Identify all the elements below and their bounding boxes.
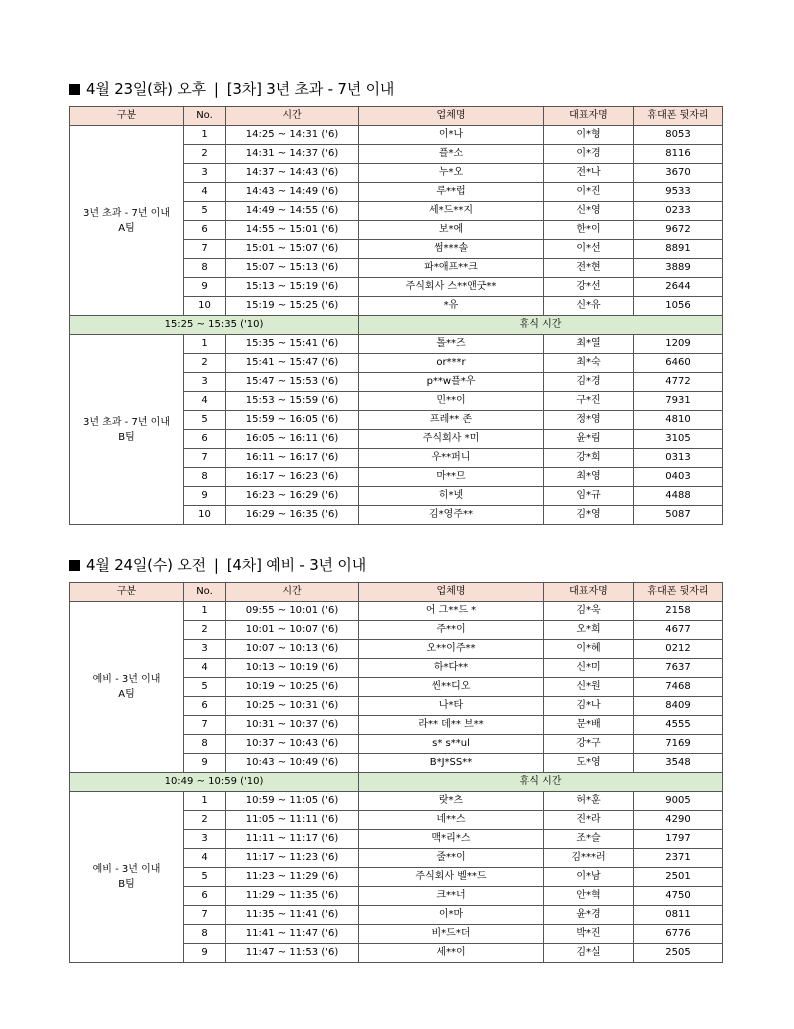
schedule-table bbox=[69, 582, 723, 963]
row-number: 5 bbox=[184, 411, 226, 430]
phone-last-digits: 9005 bbox=[634, 792, 723, 811]
company-name: B*J*SS** bbox=[359, 754, 544, 773]
time-slot: 14:37 ~ 14:43 ('6) bbox=[226, 164, 359, 183]
phone-last-digits: 0811 bbox=[634, 906, 723, 925]
company-name: 이*마 bbox=[359, 906, 544, 925]
phone-last-digits: 2158 bbox=[634, 602, 723, 621]
time-slot: 15:53 ~ 15:59 ('6) bbox=[226, 392, 359, 411]
time-slot: 11:47 ~ 11:53 ('6) bbox=[226, 944, 359, 963]
phone-last-digits: 0233 bbox=[634, 202, 723, 221]
representative-name: 강*희 bbox=[544, 449, 634, 468]
row-number: 7 bbox=[184, 906, 226, 925]
representative-name: 신*미 bbox=[544, 659, 634, 678]
team-label bbox=[70, 126, 184, 316]
phone-last-digits: 8053 bbox=[634, 126, 723, 145]
phone-last-digits: 1056 bbox=[634, 297, 723, 316]
company-name: 하*다** bbox=[359, 659, 544, 678]
row-number: 6 bbox=[184, 887, 226, 906]
section-session: [4차] 예비 - 3년 이내 bbox=[226, 556, 366, 574]
row-number: 8 bbox=[184, 259, 226, 278]
representative-name: 도*영 bbox=[544, 754, 634, 773]
break-label: 휴식 시간 bbox=[359, 316, 723, 335]
row-number: 6 bbox=[184, 697, 226, 716]
time-slot: 11:05 ~ 11:11 ('6) bbox=[226, 811, 359, 830]
company-name: 줄**이 bbox=[359, 849, 544, 868]
company-name: 세*드**지 bbox=[359, 202, 544, 221]
phone-last-digits: 1209 bbox=[634, 335, 723, 354]
representative-name: 신*영 bbox=[544, 202, 634, 221]
row-number: 6 bbox=[184, 430, 226, 449]
representative-name: 김*욱 bbox=[544, 602, 634, 621]
row-number: 7 bbox=[184, 240, 226, 259]
company-name: 보*에 bbox=[359, 221, 544, 240]
row-number: 1 bbox=[184, 126, 226, 145]
phone-last-digits: 8409 bbox=[634, 697, 723, 716]
phone-last-digits: 4750 bbox=[634, 887, 723, 906]
phone-last-digits: 9533 bbox=[634, 183, 723, 202]
header-representative: 대표자명 bbox=[544, 107, 634, 126]
representative-name: 이*진 bbox=[544, 183, 634, 202]
break-time: 15:25 ~ 15:35 ('10) bbox=[70, 316, 359, 335]
phone-last-digits: 4810 bbox=[634, 411, 723, 430]
break-time: 10:49 ~ 10:59 ('10) bbox=[70, 773, 359, 792]
company-name: *유 bbox=[359, 297, 544, 316]
company-name: 파*애프**크 bbox=[359, 259, 544, 278]
representative-name: 박*진 bbox=[544, 925, 634, 944]
company-name: 주식회사 스**앤굿** bbox=[359, 278, 544, 297]
company-name: 마**므 bbox=[359, 468, 544, 487]
representative-name: 안*혁 bbox=[544, 887, 634, 906]
time-slot: 15:13 ~ 15:19 ('6) bbox=[226, 278, 359, 297]
representative-name: 신*원 bbox=[544, 678, 634, 697]
team-label bbox=[70, 335, 184, 525]
representative-name: 이*경 bbox=[544, 145, 634, 164]
row-number: 5 bbox=[184, 868, 226, 887]
representative-name: 최*열 bbox=[544, 335, 634, 354]
company-name: 맥*리*스 bbox=[359, 830, 544, 849]
time-slot: 10:37 ~ 10:43 ('6) bbox=[226, 735, 359, 754]
representative-name: 김*영 bbox=[544, 506, 634, 525]
phone-last-digits: 3889 bbox=[634, 259, 723, 278]
row-number: 1 bbox=[184, 792, 226, 811]
break-row bbox=[70, 773, 723, 792]
row-number: 1 bbox=[184, 602, 226, 621]
representative-name: 강*구 bbox=[544, 735, 634, 754]
header-category: 구분 bbox=[70, 107, 184, 126]
square-bullet-icon bbox=[69, 84, 80, 95]
header-representative: 대표자명 bbox=[544, 583, 634, 602]
time-slot: 15:19 ~ 15:25 ('6) bbox=[226, 297, 359, 316]
representative-name: 윤*경 bbox=[544, 906, 634, 925]
company-name: 랏*츠 bbox=[359, 792, 544, 811]
schedule-section-2 bbox=[69, 554, 722, 963]
phone-last-digits: 9672 bbox=[634, 221, 723, 240]
representative-name: 이*형 bbox=[544, 126, 634, 145]
time-slot: 15:59 ~ 16:05 ('6) bbox=[226, 411, 359, 430]
phone-last-digits: 1797 bbox=[634, 830, 723, 849]
phone-last-digits: 6776 bbox=[634, 925, 723, 944]
representative-name: 문*배 bbox=[544, 716, 634, 735]
team-label-line: A팀 bbox=[118, 222, 135, 234]
phone-last-digits: 4555 bbox=[634, 716, 723, 735]
time-slot: 11:11 ~ 11:17 ('6) bbox=[226, 830, 359, 849]
row-number: 5 bbox=[184, 678, 226, 697]
row-number: 4 bbox=[184, 392, 226, 411]
table-row bbox=[70, 792, 723, 811]
header-time: 시간 bbox=[226, 107, 359, 126]
time-slot: 10:19 ~ 10:25 ('6) bbox=[226, 678, 359, 697]
row-number: 6 bbox=[184, 221, 226, 240]
team-label-line: 3년 초과 - 7년 이내 bbox=[82, 207, 170, 219]
row-number: 5 bbox=[184, 202, 226, 221]
time-slot: 14:43 ~ 14:49 ('6) bbox=[226, 183, 359, 202]
representative-name: 오*희 bbox=[544, 621, 634, 640]
time-slot: 10:13 ~ 10:19 ('6) bbox=[226, 659, 359, 678]
time-slot: 10:59 ~ 11:05 ('6) bbox=[226, 792, 359, 811]
row-number: 9 bbox=[184, 487, 226, 506]
phone-last-digits: 5087 bbox=[634, 506, 723, 525]
representative-name: 전*나 bbox=[544, 164, 634, 183]
phone-last-digits: 6460 bbox=[634, 354, 723, 373]
header-no: No. bbox=[184, 583, 226, 602]
representative-name: 신*유 bbox=[544, 297, 634, 316]
representative-name: 정*영 bbox=[544, 411, 634, 430]
representative-name: 구*진 bbox=[544, 392, 634, 411]
company-name: 민**이 bbox=[359, 392, 544, 411]
schedule-table bbox=[69, 106, 723, 525]
phone-last-digits: 7637 bbox=[634, 659, 723, 678]
header-time: 시간 bbox=[226, 583, 359, 602]
phone-last-digits: 4488 bbox=[634, 487, 723, 506]
team-label-line: 예비 - 3년 이내 bbox=[92, 864, 161, 875]
company-name: 이*나 bbox=[359, 126, 544, 145]
representative-name: 진*라 bbox=[544, 811, 634, 830]
header-company: 업체명 bbox=[359, 107, 544, 126]
phone-last-digits: 3670 bbox=[634, 164, 723, 183]
phone-last-digits: 2501 bbox=[634, 868, 723, 887]
company-name: 라** 데** 브** bbox=[359, 716, 544, 735]
company-name: 어 그**드 * bbox=[359, 602, 544, 621]
row-number: 7 bbox=[184, 449, 226, 468]
time-slot: 14:25 ~ 14:31 ('6) bbox=[226, 126, 359, 145]
company-name: 주**이 bbox=[359, 621, 544, 640]
phone-last-digits: 2505 bbox=[634, 944, 723, 963]
time-slot: 10:01 ~ 10:07 ('6) bbox=[226, 621, 359, 640]
header-company: 업체명 bbox=[359, 583, 544, 602]
team-label-line: 3년 초과 - 7년 이내 bbox=[82, 416, 170, 428]
row-number: 10 bbox=[184, 506, 226, 525]
phone-last-digits: 7468 bbox=[634, 678, 723, 697]
phone-last-digits: 3105 bbox=[634, 430, 723, 449]
section-heading bbox=[69, 554, 722, 576]
phone-last-digits: 2371 bbox=[634, 849, 723, 868]
break-label: 휴식 시간 bbox=[359, 773, 723, 792]
row-number: 9 bbox=[184, 944, 226, 963]
phone-last-digits: 0313 bbox=[634, 449, 723, 468]
row-number: 2 bbox=[184, 811, 226, 830]
company-name: 루**럽 bbox=[359, 183, 544, 202]
representative-name: 윤*림 bbox=[544, 430, 634, 449]
heading-separator: | bbox=[213, 556, 219, 574]
representative-name: 김*경 bbox=[544, 373, 634, 392]
company-name: 나*타 bbox=[359, 697, 544, 716]
table-row bbox=[70, 126, 723, 145]
company-name: s* s**ul bbox=[359, 735, 544, 754]
time-slot: 16:11 ~ 16:17 ('6) bbox=[226, 449, 359, 468]
phone-last-digits: 8116 bbox=[634, 145, 723, 164]
company-name: 세**이 bbox=[359, 944, 544, 963]
row-number: 4 bbox=[184, 659, 226, 678]
company-name: 우**퍼니 bbox=[359, 449, 544, 468]
company-name: p**w플*우 bbox=[359, 373, 544, 392]
time-slot: 10:43 ~ 10:49 ('6) bbox=[226, 754, 359, 773]
company-name: 씬**디오 bbox=[359, 678, 544, 697]
representative-name: 최*영 bbox=[544, 468, 634, 487]
company-name: 비*드*더 bbox=[359, 925, 544, 944]
heading-separator: | bbox=[213, 80, 219, 98]
representative-name: 전*현 bbox=[544, 259, 634, 278]
team-label-line: 예비 - 3년 이내 bbox=[92, 674, 161, 685]
row-number: 4 bbox=[184, 183, 226, 202]
row-number: 3 bbox=[184, 830, 226, 849]
section-date: 4월 24일(수) 오전 bbox=[86, 556, 206, 574]
table-row bbox=[70, 335, 723, 354]
time-slot: 15:47 ~ 15:53 ('6) bbox=[226, 373, 359, 392]
row-number: 9 bbox=[184, 278, 226, 297]
row-number: 2 bbox=[184, 145, 226, 164]
company-name: 크**너 bbox=[359, 887, 544, 906]
time-slot: 10:31 ~ 10:37 ('6) bbox=[226, 716, 359, 735]
company-name: 오**이주** bbox=[359, 640, 544, 659]
row-number: 2 bbox=[184, 354, 226, 373]
phone-last-digits: 8891 bbox=[634, 240, 723, 259]
representative-name: 임*규 bbox=[544, 487, 634, 506]
time-slot: 10:07 ~ 10:13 ('6) bbox=[226, 640, 359, 659]
section-session: [3차] 3년 초과 - 7년 이내 bbox=[226, 80, 395, 98]
time-slot: 14:55 ~ 15:01 ('6) bbox=[226, 221, 359, 240]
time-slot: 16:17 ~ 16:23 ('6) bbox=[226, 468, 359, 487]
phone-last-digits: 4677 bbox=[634, 621, 723, 640]
time-slot: 11:41 ~ 11:47 ('6) bbox=[226, 925, 359, 944]
representative-name: 이*남 bbox=[544, 868, 634, 887]
row-number: 4 bbox=[184, 849, 226, 868]
team-label-line: B팀 bbox=[118, 431, 135, 443]
representative-name: 이*혜 bbox=[544, 640, 634, 659]
header-no: No. bbox=[184, 107, 226, 126]
representative-name: 김*실 bbox=[544, 944, 634, 963]
time-slot: 16:05 ~ 16:11 ('6) bbox=[226, 430, 359, 449]
row-number: 8 bbox=[184, 468, 226, 487]
team-label-line: B팀 bbox=[118, 879, 135, 890]
time-slot: 15:07 ~ 15:13 ('6) bbox=[226, 259, 359, 278]
table-row bbox=[70, 602, 723, 621]
square-bullet-icon bbox=[69, 560, 80, 571]
company-name: 썸***솔 bbox=[359, 240, 544, 259]
time-slot: 16:29 ~ 16:35 ('6) bbox=[226, 506, 359, 525]
phone-last-digits: 3548 bbox=[634, 754, 723, 773]
representative-name: 허*훈 bbox=[544, 792, 634, 811]
representative-name: 이*선 bbox=[544, 240, 634, 259]
company-name: 히*넷 bbox=[359, 487, 544, 506]
header-phone: 휴대폰 뒷자리 bbox=[634, 583, 723, 602]
section-heading bbox=[69, 78, 722, 100]
row-number: 1 bbox=[184, 335, 226, 354]
company-name: or***r bbox=[359, 354, 544, 373]
section-date: 4월 23일(화) 오후 bbox=[86, 80, 206, 98]
representative-name: 김*나 bbox=[544, 697, 634, 716]
time-slot: 15:35 ~ 15:41 ('6) bbox=[226, 335, 359, 354]
row-number: 3 bbox=[184, 640, 226, 659]
company-name: 주식회사 벨**드 bbox=[359, 868, 544, 887]
row-number: 7 bbox=[184, 716, 226, 735]
phone-last-digits: 2644 bbox=[634, 278, 723, 297]
row-number: 9 bbox=[184, 754, 226, 773]
time-slot: 09:55 ~ 10:01 ('6) bbox=[226, 602, 359, 621]
row-number: 3 bbox=[184, 373, 226, 392]
time-slot: 11:23 ~ 11:29 ('6) bbox=[226, 868, 359, 887]
time-slot: 11:29 ~ 11:35 ('6) bbox=[226, 887, 359, 906]
company-name: 주식회사 *미 bbox=[359, 430, 544, 449]
phone-last-digits: 0403 bbox=[634, 468, 723, 487]
header-category: 구분 bbox=[70, 583, 184, 602]
representative-name: 한*이 bbox=[544, 221, 634, 240]
schedule-section-1 bbox=[69, 78, 722, 525]
row-number: 2 bbox=[184, 621, 226, 640]
phone-last-digits: 4290 bbox=[634, 811, 723, 830]
time-slot: 16:23 ~ 16:29 ('6) bbox=[226, 487, 359, 506]
company-name: 누*오 bbox=[359, 164, 544, 183]
representative-name: 최*숙 bbox=[544, 354, 634, 373]
time-slot: 11:35 ~ 11:41 ('6) bbox=[226, 906, 359, 925]
phone-last-digits: 7169 bbox=[634, 735, 723, 754]
representative-name: 강*선 bbox=[544, 278, 634, 297]
break-row bbox=[70, 316, 723, 335]
row-number: 3 bbox=[184, 164, 226, 183]
team-label bbox=[70, 792, 184, 963]
representative-name: 조*슬 bbox=[544, 830, 634, 849]
company-name: 김*영주** bbox=[359, 506, 544, 525]
company-name: 플*소 bbox=[359, 145, 544, 164]
header-phone: 휴대폰 뒷자리 bbox=[634, 107, 723, 126]
phone-last-digits: 0212 bbox=[634, 640, 723, 659]
representative-name: 김***러 bbox=[544, 849, 634, 868]
phone-last-digits: 4772 bbox=[634, 373, 723, 392]
company-name: 톨**즈 bbox=[359, 335, 544, 354]
time-slot: 15:41 ~ 15:47 ('6) bbox=[226, 354, 359, 373]
time-slot: 14:49 ~ 14:55 ('6) bbox=[226, 202, 359, 221]
phone-last-digits: 7931 bbox=[634, 392, 723, 411]
time-slot: 15:01 ~ 15:07 ('6) bbox=[226, 240, 359, 259]
time-slot: 10:25 ~ 10:31 ('6) bbox=[226, 697, 359, 716]
header-row bbox=[70, 583, 723, 602]
team-label-line: A팀 bbox=[118, 689, 135, 700]
time-slot: 11:17 ~ 11:23 ('6) bbox=[226, 849, 359, 868]
company-name: 네**스 bbox=[359, 811, 544, 830]
header-row bbox=[70, 107, 723, 126]
team-label bbox=[70, 602, 184, 773]
row-number: 8 bbox=[184, 735, 226, 754]
time-slot: 14:31 ~ 14:37 ('6) bbox=[226, 145, 359, 164]
row-number: 8 bbox=[184, 925, 226, 944]
row-number: 10 bbox=[184, 297, 226, 316]
company-name: 프레** 존 bbox=[359, 411, 544, 430]
